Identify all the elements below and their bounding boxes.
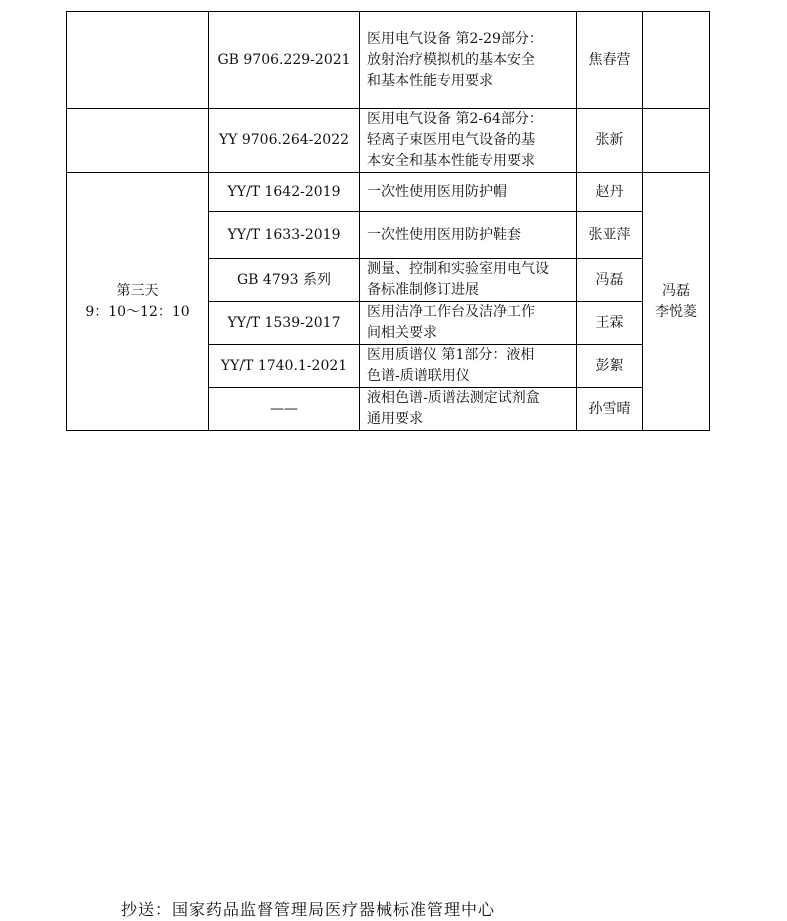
day-time-cell: [67, 173, 209, 431]
standard-title: [360, 212, 577, 259]
standard-title: [360, 259, 577, 302]
standard-number: GB 4793 系列: [209, 259, 360, 302]
title-line: 一次性使用医用防护鞋套: [367, 226, 521, 243]
host-cell-empty: [643, 109, 710, 173]
title-line: 备标准制修订进展: [367, 282, 479, 298]
title-line: 液相色谱-质谱法测定试剂盒: [367, 390, 540, 406]
host-cell: [643, 173, 710, 431]
standard-number: YY/T 1633-2019: [209, 212, 360, 259]
host-name: 李悦菱: [655, 303, 697, 320]
standard-title: [360, 173, 577, 212]
speaker-name: 焦春营: [577, 12, 643, 109]
table-row: [67, 12, 710, 109]
standard-number: ——: [209, 388, 360, 431]
title-line: 和基本性能专用要求: [367, 72, 493, 89]
speaker-name: 王霖: [577, 302, 643, 345]
speaker-name: 张新: [577, 109, 643, 173]
standard-title: [360, 109, 577, 173]
title-line: 间相关要求: [367, 325, 437, 341]
host-cell-empty: [643, 12, 710, 109]
title-line: 医用电气设备 第2-29部分：: [367, 30, 543, 47]
standard-title: [360, 12, 577, 109]
title-line: 医用电气设备 第2-64部分：: [367, 111, 543, 127]
time-range: 9：10～12：10: [85, 303, 190, 320]
standard-number: GB 9706.229-2021: [209, 12, 360, 109]
title-line: 放射治疗模拟机的基本安全: [367, 51, 535, 68]
title-line: 通用要求: [367, 411, 423, 427]
table-row: [67, 173, 710, 212]
speaker-name: 张亚萍: [577, 212, 643, 259]
title-line: 医用洁净工作台及洁净工作: [367, 304, 535, 320]
day-cell-empty: [67, 109, 209, 173]
standard-number: YY/T 1539-2017: [209, 302, 360, 345]
standard-number: YY/T 1740.1-2021: [209, 345, 360, 388]
speaker-name: 孙雪晴: [577, 388, 643, 431]
cc-recipients: 抄送：国家药品监督管理局医疗器械标准管理中心: [121, 900, 496, 919]
title-line: 本安全和基本性能专用要求: [367, 153, 535, 169]
title-line: 轻离子束医用电气设备的基: [367, 132, 535, 148]
title-line: 测量、控制和实验室用电气设: [367, 261, 549, 277]
day-label: 第三天: [116, 282, 159, 299]
speaker-name: 赵丹: [577, 173, 643, 212]
standard-title: [360, 302, 577, 345]
title-line: 医用质谱仪 第1部分：液相: [367, 347, 535, 363]
speaker-name: 彭絮: [577, 345, 643, 388]
speaker-name: 冯磊: [577, 259, 643, 302]
schedule-table: [66, 11, 710, 431]
standard-title: [360, 345, 577, 388]
standard-number: YY/T 1642-2019: [209, 173, 360, 212]
standard-number: YY 9706.264-2022: [209, 109, 360, 173]
host-name: 冯磊: [662, 282, 690, 299]
day-cell-empty: [67, 12, 209, 109]
standard-title: [360, 388, 577, 431]
title-line: 一次性使用医用防护帽: [367, 183, 507, 200]
title-line: 色谱-质谱联用仪: [367, 368, 470, 384]
table-row: [67, 109, 710, 173]
